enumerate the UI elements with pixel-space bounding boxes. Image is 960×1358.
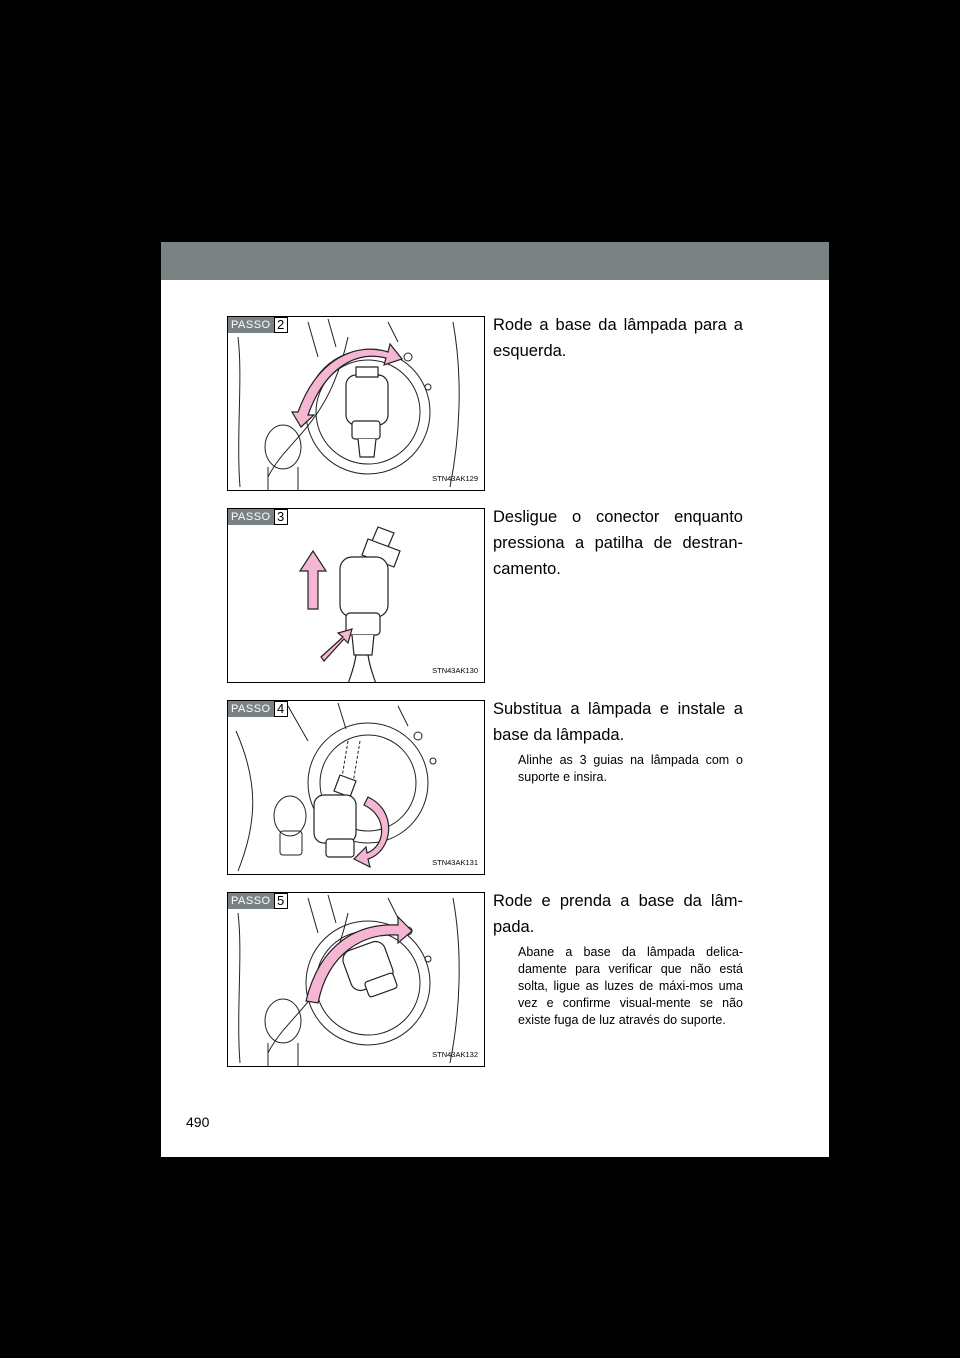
step-4-instruction: Substitua a lâmpada e instale a base da lâmpada. [493,700,743,744]
manual-page [161,242,829,1157]
step-2-badge [228,317,288,333]
step-3-instruction: Desligue o conector enquanto pressiona a patilha de destran-camento. [493,508,743,578]
step-2-image-code: STN43AK129 [432,474,478,483]
step-5-image-code: STN43AK132 [432,1050,478,1059]
page-number: 490 [186,1114,210,1130]
step-3-image-code: STN43AK130 [432,666,478,675]
step-3-illustration [227,508,485,683]
step-5-note: Abane a base da lâmpada delica-damente para verificar que não está solta, ligue as luzes de máxi-mos uma vez e confirme visual-mente se não existe fuga de luz através do suporte. [518,945,743,1027]
step-4-badge-number: 4 [274,701,288,717]
step-3-badge [228,509,288,525]
step-4-illustration [227,700,485,875]
step-5-badge-label: PASSO [228,893,274,909]
bulb-rotate-left-drawing [228,317,485,491]
step-2-instruction: Rode a base da lâmpada para a esquerda. [493,316,743,360]
step-5-badge-number: 5 [274,893,288,909]
step-2-illustration [227,316,485,491]
step-2-badge-label: PASSO [228,317,274,333]
step-3-badge-number: 3 [274,509,288,525]
step-4-badge [228,701,288,717]
step-4-badge-label: PASSO [228,701,274,717]
step-4-image-code: STN43AK131 [432,858,478,867]
step-2-badge-number: 2 [274,317,288,333]
step-4-note: Alinhe as 3 guias na lâmpada com o suporte e insira. [518,753,743,784]
bulb-rotate-secure-drawing [228,893,485,1067]
step-5-instruction: Rode e prenda a base da lâm-pada. [493,892,743,936]
connector-release-drawing [228,509,485,683]
step-5-badge [228,893,288,909]
bulb-install-drawing [228,701,485,875]
step-3-badge-label: PASSO [228,509,274,525]
header-bar [161,242,829,280]
step-5-illustration [227,892,485,1067]
